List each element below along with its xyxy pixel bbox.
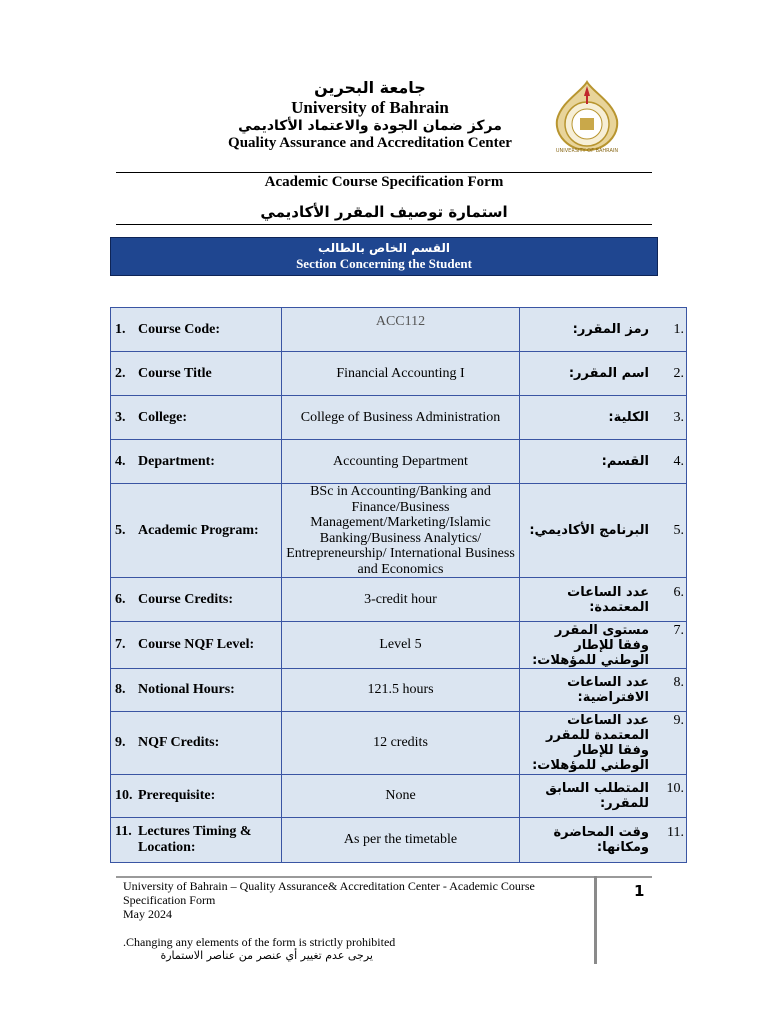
field-value [282, 578, 520, 622]
field-value [282, 308, 520, 352]
field-label-arabic [520, 712, 687, 775]
field-label-arabic-text: عدد الساعات الافتراضية: [567, 675, 649, 705]
field-label-arabic [520, 484, 687, 578]
field-label-text: College: [138, 409, 187, 425]
field-label-text: Course NQF Level: [138, 637, 255, 652]
field-value [282, 775, 520, 818]
footer [123, 879, 583, 963]
field-label-text: Course Title [138, 365, 212, 381]
field-value-text: 121.5 hours [367, 682, 434, 698]
field-label-english [111, 440, 282, 484]
field-number-arabic: .10 [666, 781, 684, 796]
field-number-arabic: .3 [673, 409, 684, 425]
field-number: 4. [115, 453, 126, 469]
field-label-arabic [520, 352, 687, 396]
section-title-arabic: القسم الخاص بالطالب [317, 241, 451, 255]
field-number-arabic: .6 [673, 584, 684, 600]
field-number: 1. [115, 321, 126, 337]
seal-text: UNIVERSITY OF BAHRAIN [555, 148, 619, 154]
table-row [111, 818, 687, 863]
field-value-text: 12 credits [373, 735, 428, 751]
field-label-arabic-text: المتطلب السابق للمقرر: [545, 781, 649, 811]
field-label-text: Course Credits: [138, 591, 234, 607]
field-label-arabic-text: وقت المحاضرة ومكانها: [553, 825, 649, 855]
field-value-text: Financial Accounting I [336, 365, 465, 381]
field-value [282, 440, 520, 484]
field-label-arabic-text: الكلية: [608, 409, 649, 425]
center-name-arabic: مركز ضمان الجودة والاعتماد الأكاديمي [238, 118, 502, 134]
field-label-text: NQF Credits: [138, 735, 220, 750]
field-value [282, 484, 520, 578]
section-banner [110, 237, 658, 276]
field-label-arabic [520, 396, 687, 440]
field-value-text: As per the timetable [343, 832, 458, 848]
field-label-arabic [520, 669, 687, 712]
field-label-arabic [520, 775, 687, 818]
footer-vertical-divider [594, 876, 597, 964]
field-number: 5. [115, 522, 126, 538]
field-number: 9. [115, 735, 126, 750]
table-row [111, 712, 687, 775]
title-rule-bottom [116, 224, 652, 225]
field-label-arabic-text: مستوى المقرر وفقا للإطار الوطني للمؤهلات: [532, 622, 649, 668]
field-number: 10. [115, 788, 133, 803]
course-spec-table [110, 307, 687, 863]
field-label-text: Notional Hours: [138, 682, 235, 697]
field-label-text: Lectures Timing & Location: [138, 824, 252, 855]
title-rule-top [116, 172, 652, 173]
field-label-arabic-text: عدد الساعات المعتمدة: [567, 584, 649, 615]
field-label-english [111, 669, 282, 712]
document-header [200, 78, 540, 152]
field-label-arabic-text: القسم: [601, 453, 649, 469]
table-row [111, 396, 687, 440]
field-label-arabic [520, 622, 687, 669]
field-number: 3. [115, 409, 126, 425]
field-label-english [111, 352, 282, 396]
table-row [111, 578, 687, 622]
table-row [111, 775, 687, 818]
form-title-english: Academic Course Specification Form [264, 174, 504, 190]
footer-line: University of Bahrain – Quality Assurance& Accreditation Center - Academic Course Specification Form [123, 879, 535, 907]
field-value-text: ACC112 [375, 314, 426, 329]
university-name-arabic: جامعة البحرين [314, 78, 426, 97]
field-label-arabic-text: عدد الساعات المعتمدة للمقرر وفقا للإطار الوطني للمؤهلات: [532, 713, 649, 773]
field-value-text: College of Business Administration [300, 409, 501, 425]
field-label-text: Department: [138, 453, 215, 469]
section-title-english: Section Concerning the Student [296, 256, 472, 271]
field-number: 7. [115, 637, 126, 652]
field-label-arabic-text: البرنامج الأكاديمي: [529, 522, 649, 538]
form-title-arabic: استمارة توصيف المقرر الأكاديمي [260, 203, 508, 221]
field-label-english [111, 396, 282, 440]
field-label-english [111, 622, 282, 669]
field-value-text: None [385, 788, 416, 804]
field-label-arabic [520, 440, 687, 484]
table-row [111, 440, 687, 484]
table-row [111, 622, 687, 669]
field-value-text: Accounting Department [333, 453, 468, 469]
field-label-text: Course Code: [138, 321, 221, 337]
field-number-arabic: .8 [673, 675, 684, 690]
field-label-text: Academic Program: [138, 522, 259, 538]
footer-divider [116, 876, 652, 878]
field-number-arabic: .1 [673, 321, 684, 337]
footer-note-english: .Changing any elements of the form is strictly prohibited [123, 935, 396, 949]
footer-note-arabic: يرجى عدم تغيير أي عنصر من عناصر الاستمارة [160, 949, 373, 962]
table-row [111, 308, 687, 352]
field-label-english [111, 712, 282, 775]
field-number-arabic: .7 [673, 622, 684, 638]
field-label-english [111, 578, 282, 622]
field-value-text: 3-credit hour [364, 591, 437, 607]
field-value-text: Level 5 [379, 637, 422, 653]
field-number-arabic: .9 [673, 713, 684, 728]
field-value [282, 396, 520, 440]
page-number: 1 [634, 882, 645, 900]
field-value [282, 818, 520, 863]
field-number: 8. [115, 682, 126, 697]
field-number-arabic: .4 [673, 453, 684, 469]
field-number-arabic: .11 [667, 825, 684, 840]
field-label-arabic [520, 578, 687, 622]
field-value [282, 669, 520, 712]
field-number-arabic: .5 [673, 522, 684, 538]
field-label-arabic [520, 308, 687, 352]
table-row [111, 669, 687, 712]
field-label-english [111, 818, 282, 863]
field-label-arabic-text: اسم المقرر: [568, 365, 649, 381]
field-label-english [111, 484, 282, 578]
footer-date: May 2024 [123, 907, 172, 921]
field-number: 2. [115, 365, 126, 381]
field-value [282, 352, 520, 396]
center-name-english: Quality Assurance and Accreditation Center [228, 135, 512, 151]
field-label-arabic-text: رمز المقرر: [572, 321, 649, 337]
field-label-text: Prerequisite: [138, 788, 216, 803]
table-row [111, 484, 687, 578]
university-name-english: University of Bahrain [291, 98, 449, 117]
field-number-arabic: .2 [673, 365, 684, 381]
field-value-text: BSc in Accounting/Banking and Finance/Business Management/Marketing/Islamic Banking/Business Analytics/ Entrepreneurship/ International Business and Economics [286, 484, 515, 577]
table-row [111, 352, 687, 396]
field-number: 11. [115, 824, 132, 839]
field-label-english [111, 775, 282, 818]
field-number: 6. [115, 591, 126, 607]
field-label-arabic [520, 818, 687, 863]
field-label-english [111, 308, 282, 352]
field-value [282, 712, 520, 775]
university-seal-icon [551, 78, 623, 154]
field-value [282, 622, 520, 669]
